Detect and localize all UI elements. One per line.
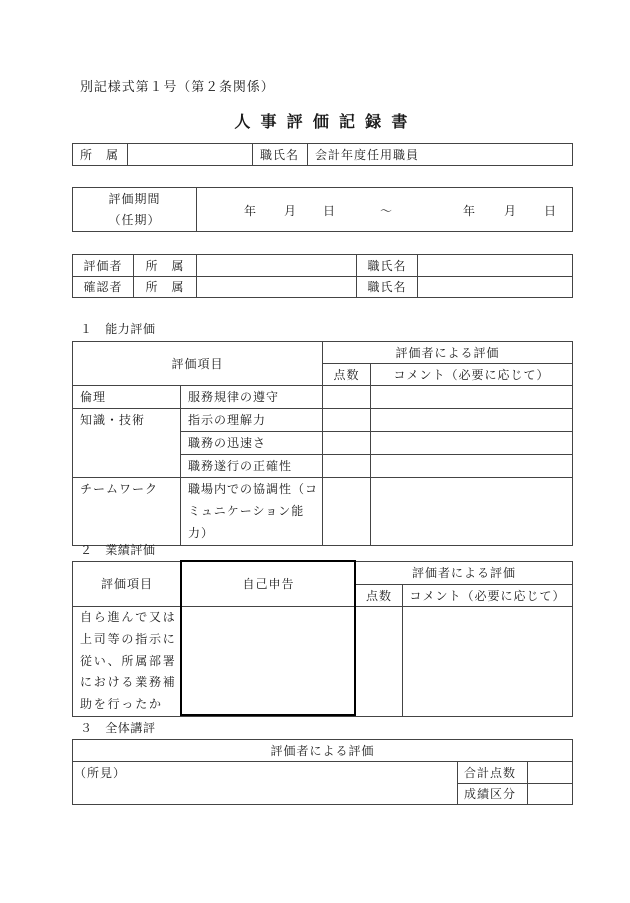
performance-item-line: 助を行ったか	[80, 697, 163, 712]
form-reference: 別記様式第１号（第２条関係）	[80, 80, 275, 95]
end-day-label: 日	[544, 203, 558, 218]
period-table	[72, 187, 573, 232]
ability-evaluator-header: 評価者による評価	[323, 342, 573, 364]
ability-comment-cell	[371, 432, 573, 455]
self-report-cell	[182, 607, 356, 717]
ability-category: 知識・技術	[73, 409, 181, 478]
grade-label: 成績区分	[458, 784, 528, 805]
confirmer-role: 確認者	[73, 277, 134, 298]
criterion-text: 職務遂行の正確性	[188, 459, 293, 473]
document-title: 人 事 評 価 記 録 書	[234, 112, 410, 131]
overall-review-table	[72, 739, 573, 805]
performance-item-line: 従い、所属部署	[80, 653, 177, 668]
performance-comment-cell	[403, 607, 573, 717]
ability-criterion	[181, 409, 323, 432]
evaluator-name-label: 職氏名	[357, 255, 418, 277]
evaluator-role: 評価者	[73, 255, 134, 277]
performance-item-line: における業務補	[80, 675, 177, 690]
name-value: 会計年度任用職員	[308, 144, 573, 166]
ability-comment-cell	[371, 386, 573, 409]
evaluator-affiliation-cell	[197, 255, 357, 277]
ability-comment-cell	[371, 455, 573, 478]
performance-item-line: 自ら進んで又は	[80, 610, 177, 624]
ability-criterion	[181, 432, 323, 455]
confirmer-name-cell	[418, 277, 573, 298]
performance-evaluation-table	[72, 561, 573, 717]
ability-score-cell	[323, 386, 371, 409]
ability-score-cell	[323, 478, 371, 546]
performance-item-header: 評価項目	[73, 562, 182, 607]
performance-item	[73, 607, 182, 717]
ability-criterion	[181, 455, 323, 478]
ability-comment-cell	[371, 478, 573, 546]
criterion-text: 服務規律の遵守	[188, 390, 280, 404]
start-year-label: 年	[244, 203, 258, 218]
ability-criterion	[181, 478, 323, 546]
ability-item-header: 評価項目	[73, 342, 323, 386]
criterion-text: 職務の迅速さ	[188, 436, 267, 450]
period-label-line: 評価期間	[108, 191, 161, 206]
ability-criterion	[181, 386, 323, 409]
confirmer-affiliation-label: 所 属	[134, 277, 197, 298]
criterion-text: 職場内での協調性（コ	[188, 482, 319, 496]
remarks-cell: （所見）	[73, 762, 458, 805]
overall-evaluator-header: 評価者による評価	[73, 740, 573, 762]
criterion-text: 力）	[188, 526, 215, 540]
period-label-line: （任期）	[108, 212, 161, 227]
name-label: 職氏名	[253, 144, 308, 166]
period-dates-cell	[197, 188, 573, 232]
ability-score-cell	[323, 409, 371, 432]
section-heading-ability: １ 能力評価	[80, 322, 156, 336]
affiliation-label: 所 属	[73, 144, 128, 166]
section-heading-overall: ３ 全体講評	[80, 721, 156, 735]
ability-score-header: 点数	[323, 364, 371, 386]
ability-comment-header: コメント（必要に応じて）	[371, 364, 573, 386]
ability-category: 倫理	[73, 386, 181, 409]
end-month-label: 月	[504, 203, 518, 218]
total-score-label: 合計点数	[458, 762, 528, 784]
performance-score-header: 点数	[356, 585, 403, 607]
confirmer-affiliation-cell	[197, 277, 357, 298]
ability-comment-cell	[371, 409, 573, 432]
ability-evaluation-table	[72, 341, 573, 546]
start-month-label: 月	[284, 203, 298, 218]
end-year-label: 年	[463, 203, 477, 218]
self-report-header: 自己申告	[182, 562, 356, 607]
performance-item-line: 上司等の指示に	[80, 631, 177, 646]
performance-comment-header: コメント（必要に応じて）	[403, 585, 573, 607]
ability-score-cell	[323, 455, 371, 478]
reviewers-table	[72, 254, 573, 298]
criterion-text: 指示の理解力	[188, 413, 267, 427]
total-score-cell	[528, 762, 573, 784]
ability-category: チームワーク	[73, 478, 181, 546]
period-separator: 〜	[380, 203, 394, 218]
grade-cell	[528, 784, 573, 805]
ability-score-cell	[323, 432, 371, 455]
performance-evaluator-header: 評価者による評価	[356, 562, 573, 585]
start-day-label: 日	[323, 203, 337, 218]
period-label	[73, 188, 197, 232]
confirmer-name-label: 職氏名	[357, 277, 418, 298]
evaluator-name-cell	[418, 255, 573, 277]
performance-score-cell	[356, 607, 403, 717]
affiliation-table	[72, 143, 573, 166]
evaluator-affiliation-label: 所 属	[134, 255, 197, 277]
affiliation-value-cell	[128, 144, 253, 166]
criterion-text: ミュニケーション能	[188, 504, 305, 518]
section-heading-performance: ２ 業績評価	[80, 543, 156, 557]
